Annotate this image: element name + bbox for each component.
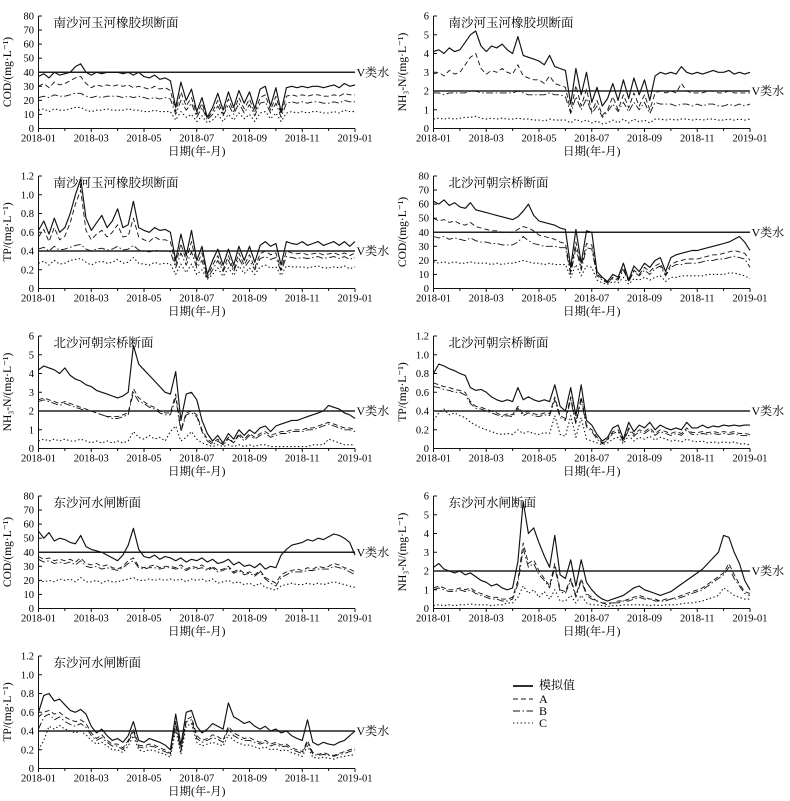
v-class-label: V类水 bbox=[356, 404, 390, 418]
y-tick-label: 50 bbox=[23, 533, 34, 545]
x-tick-label: 2018-07 bbox=[574, 293, 610, 305]
legend-item-c bbox=[512, 717, 575, 729]
x-tick-label: 2018-03 bbox=[73, 133, 109, 145]
y-tick-label: 0 bbox=[28, 764, 34, 775]
y-tick-label: 0.6 bbox=[20, 227, 34, 239]
x-tick-label: 2018-11 bbox=[284, 293, 320, 305]
y-tick-label: 1.0 bbox=[20, 670, 34, 682]
x-tick-label: 2018-01 bbox=[21, 773, 56, 785]
x-tick-label: 2018-09 bbox=[232, 133, 267, 145]
y-tick-label: 3 bbox=[423, 547, 429, 559]
y-tick-label: 0 bbox=[423, 284, 429, 295]
y-tick-label: 5 bbox=[423, 30, 429, 42]
y-tick-label: 10 bbox=[23, 109, 34, 121]
x-tick-label: 2018-07 bbox=[179, 453, 215, 465]
chart-svg bbox=[0, 0, 395, 160]
x-tick-label: 2018-09 bbox=[232, 453, 267, 465]
x-tick-label: 2018-07 bbox=[574, 133, 610, 145]
x-tick-label: 2018-11 bbox=[679, 293, 715, 305]
y-tick-label: 50 bbox=[23, 53, 34, 65]
v-class-label: V类水 bbox=[356, 65, 390, 80]
legend-label-a: A bbox=[539, 691, 548, 706]
x-tick-label: 2018-07 bbox=[574, 613, 610, 625]
x-tick-label: 2018-09 bbox=[232, 773, 267, 785]
y-tick-label: 5 bbox=[423, 510, 429, 522]
v-class-label: V类水 bbox=[751, 225, 785, 240]
series-line-c bbox=[434, 409, 751, 445]
series-line-b bbox=[39, 93, 356, 120]
y-tick-label: 6 bbox=[28, 331, 34, 343]
y-tick-label: 1.2 bbox=[415, 331, 429, 343]
y-tick-label: 70 bbox=[23, 25, 34, 37]
y-tick-label: 2 bbox=[423, 86, 429, 98]
y-axis-label: NH₃-N/(mg·L⁻¹) bbox=[397, 32, 409, 112]
x-tick-label: 2019-01 bbox=[732, 293, 768, 305]
y-tick-label: 1.2 bbox=[20, 651, 34, 663]
panel-nh3n-nanshahe-yuhe bbox=[395, 0, 790, 160]
y-tick-label: 80 bbox=[23, 11, 34, 23]
x-axis-label: 日期(年-月) bbox=[563, 466, 621, 478]
x-tick-label: 2018-07 bbox=[179, 133, 215, 145]
x-tick-label: 2018-01 bbox=[416, 613, 451, 625]
y-tick-label: 80 bbox=[418, 171, 429, 183]
panel-cod-nanshahe-yuhe bbox=[0, 0, 395, 160]
series-line-simulated bbox=[39, 179, 356, 275]
series-line-simulated bbox=[39, 694, 356, 750]
legend-label-c: C bbox=[539, 715, 548, 730]
panel-nh3n-beishahe-chaozongqiao bbox=[0, 320, 395, 480]
x-tick-label: 2018-03 bbox=[73, 613, 109, 625]
y-tick-label: 1.0 bbox=[20, 190, 34, 202]
series-line-simulated bbox=[434, 200, 751, 282]
y-tick-label: 50 bbox=[418, 213, 429, 225]
x-tick-label: 2018-11 bbox=[284, 773, 320, 785]
x-tick-label: 2018-01 bbox=[416, 293, 451, 305]
y-tick-label: 1.2 bbox=[20, 171, 34, 183]
y-tick-label: 0 bbox=[28, 444, 34, 455]
x-tick-label: 2018-07 bbox=[574, 453, 610, 465]
series-line-a bbox=[39, 190, 356, 277]
y-tick-label: 30 bbox=[418, 241, 429, 253]
panel-title: 南沙河玉河橡胶坝断面 bbox=[53, 16, 179, 30]
panel-title: 北沙河朝宗桥断面 bbox=[448, 336, 549, 350]
y-tick-label: 60 bbox=[23, 39, 34, 51]
chart-svg bbox=[0, 480, 395, 640]
x-tick-label: 2018-05 bbox=[126, 293, 162, 305]
y-axis-label: NH₃-N/(mg·L⁻¹) bbox=[397, 512, 409, 592]
y-tick-label: 10 bbox=[23, 589, 34, 601]
y-tick-label: 6 bbox=[423, 11, 429, 23]
x-axis-label: 日期(年-月) bbox=[168, 146, 226, 158]
y-tick-label: 60 bbox=[23, 519, 34, 531]
y-tick-label: 0 bbox=[423, 604, 429, 615]
panel-title: 南沙河玉河橡胶坝断面 bbox=[53, 176, 179, 190]
y-tick-label: 1 bbox=[28, 425, 34, 437]
chart-svg bbox=[0, 160, 395, 320]
x-tick-label: 2018-03 bbox=[468, 453, 504, 465]
x-tick-label: 2018-03 bbox=[73, 293, 109, 305]
series-line-c bbox=[434, 260, 751, 284]
y-tick-label: 0.6 bbox=[20, 707, 34, 719]
x-tick-label: 2018-01 bbox=[416, 133, 451, 145]
chart-svg bbox=[0, 640, 395, 800]
series-line-c bbox=[434, 116, 751, 124]
x-tick-label: 2018-09 bbox=[627, 453, 662, 465]
chart-svg bbox=[395, 160, 790, 320]
series-line-b bbox=[39, 559, 356, 586]
y-tick-label: 4 bbox=[423, 49, 429, 60]
x-tick-label: 2018-09 bbox=[232, 293, 267, 305]
panel-title: 东沙河水闸断面 bbox=[53, 496, 142, 510]
x-axis-label: 日期(年-月) bbox=[563, 306, 621, 318]
series-line-b bbox=[434, 91, 751, 117]
y-axis-label: COD/(mg·L⁻¹) bbox=[2, 36, 14, 108]
x-tick-label: 2018-03 bbox=[468, 293, 504, 305]
y-axis-label: TP/(mg·L⁻¹) bbox=[397, 362, 409, 422]
panel-cod-dongshahe-shuizha bbox=[0, 480, 395, 640]
x-tick-label: 2018-05 bbox=[126, 133, 162, 145]
y-tick-label: 2 bbox=[423, 566, 429, 578]
y-tick-label: 3 bbox=[28, 387, 34, 399]
y-axis-label: COD/(mg·L⁻¹) bbox=[2, 516, 14, 588]
chart-legend bbox=[512, 678, 575, 729]
x-tick-label: 2018-11 bbox=[679, 133, 715, 145]
x-tick-label: 2019-01 bbox=[732, 613, 768, 625]
v-class-label: V类水 bbox=[751, 404, 785, 418]
y-axis-label: TP/(mg·L⁻¹) bbox=[2, 682, 14, 742]
x-tick-label: 2018-03 bbox=[468, 133, 504, 145]
y-tick-label: 10 bbox=[418, 269, 429, 281]
x-tick-label: 2018-11 bbox=[679, 453, 715, 465]
y-tick-label: 0.2 bbox=[20, 265, 34, 277]
series-line-simulated bbox=[39, 528, 356, 569]
y-tick-label: 40 bbox=[418, 227, 429, 239]
x-tick-label: 2018-03 bbox=[73, 773, 109, 785]
series-line-a bbox=[434, 54, 751, 116]
x-tick-label: 2018-07 bbox=[179, 293, 215, 305]
x-tick-label: 2018-11 bbox=[284, 453, 320, 465]
chart-svg bbox=[0, 320, 395, 480]
x-axis-label: 日期(年-月) bbox=[168, 786, 226, 798]
dashed-line-icon bbox=[512, 694, 534, 704]
x-axis-label: 日期(年-月) bbox=[168, 466, 226, 478]
y-tick-label: 3 bbox=[423, 67, 429, 79]
dashdot-line-icon bbox=[512, 706, 534, 716]
y-tick-label: 0 bbox=[28, 284, 34, 295]
panel-cod-beishahe-chaozongqiao bbox=[395, 160, 790, 320]
solid-line-icon bbox=[512, 681, 534, 691]
dotted-line-icon bbox=[512, 718, 534, 728]
x-tick-label: 2018-03 bbox=[468, 613, 504, 625]
y-tick-label: 5 bbox=[28, 350, 34, 362]
panel-tp-nanshahe-yuhe bbox=[0, 160, 395, 320]
y-tick-label: 60 bbox=[418, 199, 429, 211]
y-tick-label: 40 bbox=[23, 67, 34, 79]
legend-item-simulated bbox=[512, 678, 575, 693]
v-class-label: V类水 bbox=[356, 545, 390, 560]
x-tick-label: 2018-09 bbox=[627, 133, 662, 145]
x-tick-label: 2018-11 bbox=[284, 133, 320, 145]
y-tick-label: 0 bbox=[28, 604, 34, 615]
y-tick-label: 1 bbox=[423, 105, 429, 117]
y-tick-label: 0.8 bbox=[20, 689, 34, 700]
panel-tp-dongshahe-shuizha bbox=[0, 640, 395, 800]
y-tick-label: 70 bbox=[23, 505, 34, 517]
x-tick-label: 2018-07 bbox=[179, 613, 215, 625]
y-tick-label: 20 bbox=[23, 575, 34, 587]
chart-svg bbox=[395, 320, 790, 480]
panel-title: 北沙河朝宗桥断面 bbox=[53, 336, 154, 350]
y-tick-label: 40 bbox=[23, 547, 34, 559]
x-tick-label: 2018-09 bbox=[627, 293, 662, 305]
series-line-c bbox=[39, 426, 356, 447]
y-tick-label: 0 bbox=[28, 124, 34, 135]
series-line-simulated bbox=[434, 502, 751, 601]
x-tick-label: 2018-05 bbox=[126, 453, 162, 465]
y-tick-label: 0 bbox=[423, 124, 429, 135]
x-tick-label: 2018-01 bbox=[21, 133, 56, 145]
x-tick-label: 2019-01 bbox=[337, 453, 373, 465]
x-tick-label: 2018-09 bbox=[232, 613, 267, 625]
y-tick-label: 70 bbox=[418, 185, 429, 197]
x-axis-label: 日期(年-月) bbox=[168, 306, 226, 318]
x-tick-label: 2018-11 bbox=[284, 613, 320, 625]
y-axis-label: TP/(mg·L⁻¹) bbox=[2, 202, 14, 262]
series-line-a bbox=[39, 710, 356, 755]
y-tick-label: 20 bbox=[418, 255, 429, 267]
x-tick-label: 2019-01 bbox=[337, 613, 373, 625]
x-tick-label: 2018-09 bbox=[627, 613, 662, 625]
y-tick-label: 0.8 bbox=[415, 369, 429, 380]
x-tick-label: 2018-01 bbox=[21, 613, 56, 625]
panel-title: 东沙河水闸断面 bbox=[53, 656, 142, 670]
x-tick-label: 2018-03 bbox=[73, 453, 109, 465]
v-class-label: V类水 bbox=[751, 564, 785, 578]
panel-nh3n-dongshahe-shuizha bbox=[395, 480, 790, 640]
x-tick-label: 2019-01 bbox=[337, 133, 373, 145]
y-tick-label: 0.8 bbox=[20, 209, 34, 220]
legend-label-b: B bbox=[539, 703, 548, 718]
y-axis-label: COD/(mg·L⁻¹) bbox=[397, 196, 409, 268]
chart-svg bbox=[395, 0, 790, 160]
y-tick-label: 30 bbox=[23, 561, 34, 573]
y-tick-label: 30 bbox=[23, 81, 34, 93]
x-tick-label: 2018-05 bbox=[126, 613, 162, 625]
series-line-c bbox=[39, 578, 356, 591]
y-tick-label: 20 bbox=[23, 95, 34, 107]
series-line-a bbox=[39, 77, 356, 119]
y-tick-label: 2 bbox=[28, 406, 34, 418]
y-tick-label: 0.4 bbox=[415, 406, 429, 418]
series-line-a bbox=[434, 543, 751, 603]
y-tick-label: 4 bbox=[423, 529, 429, 540]
y-axis-label: NH₃-N/(mg·L⁻¹) bbox=[2, 352, 14, 432]
y-tick-label: 80 bbox=[23, 491, 34, 503]
x-tick-label: 2018-05 bbox=[521, 453, 557, 465]
x-tick-label: 2018-01 bbox=[21, 293, 56, 305]
v-class-label: V类水 bbox=[356, 244, 390, 258]
x-tick-label: 2018-05 bbox=[521, 293, 557, 305]
x-tick-label: 2019-01 bbox=[732, 133, 768, 145]
series-line-b bbox=[434, 387, 751, 444]
y-tick-label: 0.4 bbox=[20, 726, 34, 738]
series-line-simulated bbox=[39, 345, 356, 443]
x-tick-label: 2018-05 bbox=[521, 133, 557, 145]
y-tick-label: 0.2 bbox=[415, 425, 429, 437]
x-tick-label: 2018-11 bbox=[679, 613, 715, 625]
y-tick-label: 1 bbox=[423, 585, 429, 597]
x-axis-label: 日期(年-月) bbox=[563, 626, 621, 638]
y-tick-label: 0.2 bbox=[20, 745, 34, 757]
x-tick-label: 2019-01 bbox=[337, 293, 373, 305]
y-tick-label: 1.0 bbox=[415, 350, 429, 362]
x-tick-label: 2019-01 bbox=[337, 773, 373, 785]
x-tick-label: 2018-01 bbox=[416, 453, 451, 465]
y-tick-label: 4 bbox=[28, 369, 34, 380]
legend-label-simulated: 模拟值 bbox=[539, 678, 576, 692]
x-tick-label: 2018-05 bbox=[126, 773, 162, 785]
panel-title: 北沙河朝宗桥断面 bbox=[448, 176, 549, 190]
x-axis-label: 日期(年-月) bbox=[563, 146, 621, 158]
panel-title: 东沙河水闸断面 bbox=[448, 496, 537, 510]
series-line-c bbox=[39, 724, 356, 760]
x-tick-label: 2018-05 bbox=[521, 613, 557, 625]
x-tick-label: 2018-01 bbox=[21, 453, 56, 465]
x-axis-label: 日期(年-月) bbox=[168, 626, 226, 638]
x-tick-label: 2019-01 bbox=[732, 453, 768, 465]
y-tick-label: 6 bbox=[423, 491, 429, 503]
series-line-b bbox=[434, 549, 751, 605]
v-class-label: V类水 bbox=[356, 724, 390, 738]
v-class-label: V类水 bbox=[751, 84, 785, 98]
panel-title: 南沙河玉河橡胶坝断面 bbox=[448, 16, 574, 30]
legend-cell bbox=[395, 640, 790, 801]
panel-tp-beishahe-chaozongqiao bbox=[395, 320, 790, 480]
x-tick-label: 2018-07 bbox=[179, 773, 215, 785]
y-tick-label: 0.4 bbox=[20, 246, 34, 258]
chart-svg bbox=[395, 480, 790, 640]
y-tick-label: 0 bbox=[423, 444, 429, 455]
y-tick-label: 0.6 bbox=[415, 387, 429, 399]
